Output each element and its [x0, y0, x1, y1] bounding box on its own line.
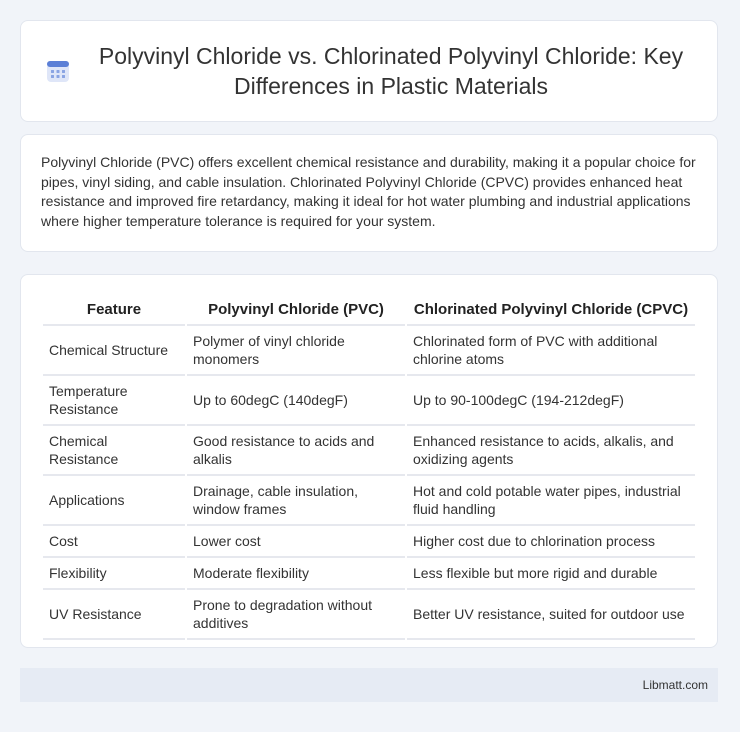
title-wrap: [21, 41, 717, 101]
table-header-row: [43, 295, 695, 326]
table-cell: Temperature Resistance: [43, 376, 185, 426]
table-row: [43, 526, 695, 558]
table-cell: Cost: [43, 526, 185, 558]
calendar-grid-icon: [45, 58, 71, 84]
table-cell: UV Resistance: [43, 590, 185, 640]
table-cell: Less flexible but more rigid and durable: [407, 558, 695, 590]
footer-brand-link[interactable]: Libmatt.com: [642, 678, 708, 692]
table-cell: Polymer of vinyl chloride monomers: [187, 326, 405, 376]
table-cell: Lower cost: [187, 526, 405, 558]
table-cell: Chemical Structure: [43, 326, 185, 376]
table-cell: Better UV resistance, suited for outdoor use: [407, 590, 695, 640]
table-cell: Enhanced resistance to acids, alkalis, and oxidizing agents: [407, 426, 695, 476]
table-cell: Good resistance to acids and alkalis: [187, 426, 405, 476]
table-row: [43, 426, 695, 476]
table-row: [43, 476, 695, 526]
comparison-table: [41, 295, 697, 640]
comparison-card: [20, 274, 718, 648]
table-cell: Chemical Resistance: [43, 426, 185, 476]
table-cell: Flexibility: [43, 558, 185, 590]
title-card: [20, 20, 718, 122]
table-row: [43, 326, 695, 376]
page-title: Polyvinyl Chloride vs. Chlorinated Polyvinyl Chloride: Key Differences in Plastic Materials: [98, 43, 684, 99]
intro-card: [20, 134, 718, 252]
table-cell: Prone to degradation without additives: [187, 590, 405, 640]
table-cell: Up to 60degC (140degF): [187, 376, 405, 426]
column-header: Polyvinyl Chloride (PVC): [187, 295, 405, 326]
intro-paragraph: Polyvinyl Chloride (PVC) offers excellent chemical resistance and durability, making it a popular choice for pipes, vinyl siding, and cable insulation. Chlorinated Polyvinyl Chloride (CPVC) provides enhanced heat resistance and improved fire retardancy, making it ideal for hot water plumbing and industrial applications where higher temperature tolerance is required for your system.: [41, 154, 696, 229]
table-cell: Hot and cold potable water pipes, industrial fluid handling: [407, 476, 695, 526]
table-cell: Applications: [43, 476, 185, 526]
table-row: [43, 376, 695, 426]
column-header: Chlorinated Polyvinyl Chloride (CPVC): [407, 295, 695, 326]
table-cell: Drainage, cable insulation, window frames: [187, 476, 405, 526]
table-row: [43, 590, 695, 640]
table-cell: Moderate flexibility: [187, 558, 405, 590]
table-cell: Chlorinated form of PVC with additional chlorine atoms: [407, 326, 695, 376]
column-header: Feature: [43, 295, 185, 326]
table-row: [43, 558, 695, 590]
table-cell: Up to 90-100degC (194-212degF): [407, 376, 695, 426]
table-cell: Higher cost due to chlorination process: [407, 526, 695, 558]
footer-bar: [20, 668, 718, 702]
